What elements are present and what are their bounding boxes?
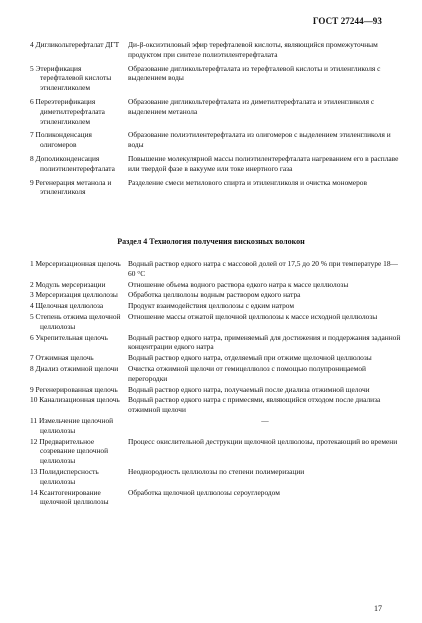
term-name: 7 Отжимная щелочь [30, 353, 94, 363]
term-definition: Водный раствор едкого натра, отделяемый при отжиме щелочной целлюлозы [128, 353, 372, 363]
term-entry [30, 312, 402, 332]
term-entry [30, 178, 402, 198]
term-definition: Образование дигликольтерефталата из терефталевой кислоты и этиленгликоля с выделением воды [128, 63, 381, 83]
term-entry [30, 333, 402, 353]
term-entry [30, 364, 402, 384]
term-definition: Образование полиэтилентерефталата из олигомеров с выделением этиленгликоля и воды [128, 130, 391, 150]
term-name: 11 Измельчение щелочной целлюлозы [30, 415, 114, 435]
term-name: 14 Ксантогенирование щелочной целлюлозы [30, 487, 109, 507]
term-entry [30, 488, 402, 508]
term-entry [30, 64, 402, 93]
term-name: 10 Канализационная щелочь [30, 395, 120, 405]
term-name: 6 Переэтерификация диметилтерефталата этиленгликолем [30, 96, 105, 126]
term-name: 2 Модуль мерсеризации [30, 279, 106, 289]
term-name: 9 Регенерация метанола и этиленгликоля [30, 177, 112, 197]
term-entry [30, 416, 402, 436]
terms-group-b [30, 259, 402, 508]
term-name: 9 Регенерированная щелочь [30, 384, 118, 394]
term-entry [30, 290, 402, 300]
page-number: 17 [374, 604, 382, 613]
term-definition: Ди-β-оксиэтиловый эфир терефталевой кислоты, являющийся промежуточным продуктом при синтезе полиэтилентерефталата [128, 40, 378, 59]
term-entry [30, 97, 402, 126]
term-entry [30, 301, 402, 311]
term-definition: Водный раствор едкого натра, применяемый для достижения и поддержания заданной концентрации едкого натра [128, 332, 401, 352]
term-definition: Разделение смеси метилового спирта и этиленгликоля и очистка мономеров [128, 177, 367, 187]
term-entry [30, 40, 402, 60]
term-entry [30, 154, 402, 174]
term-name: 4 Щелочная целлюлоза [30, 301, 104, 311]
term-name: 13 Полидисперсность целлюлозы [30, 466, 99, 486]
term-entry [30, 437, 402, 466]
term-entry [30, 353, 402, 363]
term-definition: Продукт взаимодействия целлюлозы с едким натром [128, 301, 295, 311]
term-name: 5 Этерификация терефталевой кислоты этиленгликолем [30, 63, 112, 93]
term-definition: — [261, 415, 269, 425]
term-definition: Неоднородность целлюлозы по степени полимеризации [128, 466, 305, 476]
term-definition: Отношение массы отжатой щелочной целлюлозы к массе исходной целлюлозы [128, 311, 378, 321]
term-name: 4 Дигликольтерефталат ДГТ [30, 40, 120, 49]
term-entry [30, 467, 402, 487]
term-definition: Обработка целлюлозы водным раствором едкого натра [128, 290, 301, 300]
term-entry [30, 395, 402, 415]
term-definition: Водный раствор едкого натра, получаемый после диализа отжимной щелочи [128, 384, 370, 394]
term-definition: Водный раствор едкого натра с массовой долей от 17,5 до 20 % при температуре 18—60 °С [128, 259, 398, 278]
terms-group-a [30, 40, 402, 201]
term-name: 3 Мерсеризация целлюлозы [30, 290, 118, 300]
term-entry [30, 259, 402, 279]
term-name: 1 Мерсеризационная щелочь [30, 259, 121, 268]
term-definition: Образование дигликольтерефталата из диметилтерефталата и этиленгликоля с выделением метанола [128, 96, 375, 116]
term-definition: Обработка щелочной целлюлозы сероуглеродом [128, 487, 280, 497]
term-definition: Отношение объема водного раствора едкого натра к массе целлюлозы [128, 279, 349, 289]
section-title: Раздел 4 Технология получения вискозных волокон [117, 237, 305, 246]
term-name: 12 Предварительное созревание щелочной целлюлозы [30, 436, 109, 466]
term-definition: Очистка отжимной щелочи от гемицеллюлоз с помощью полупроницаемой перегородки [128, 363, 367, 383]
term-name: 7 Поликонденсация олигомеров [30, 130, 92, 150]
term-entry [30, 385, 402, 395]
term-definition: Процесс окислительной деструкции щелочной целлюлозы, протекающий во времени [128, 436, 398, 446]
term-definition: Водный раствор едкого натра с примесями, являющийся отходом после диализа отжимной щелочи [128, 395, 381, 415]
document-header: ГОСТ 27244—93 [312, 16, 382, 26]
term-name: 8 Диализ отжимной щелочи [30, 363, 119, 373]
term-entry [30, 130, 402, 150]
term-name: 6 Укрепительная щелочь [30, 332, 108, 342]
term-name: 5 Степень отжима щелочной целлюлозы [30, 311, 121, 331]
term-definition: Повышение молекулярной массы полиэтилентерефталата нагреванием его в расплаве или твердой фазе в вакууме или токе инертного газа [128, 153, 399, 173]
term-entry [30, 280, 402, 290]
term-name: 8 Дополиконденсация полиэтилентерефталата [30, 153, 115, 173]
